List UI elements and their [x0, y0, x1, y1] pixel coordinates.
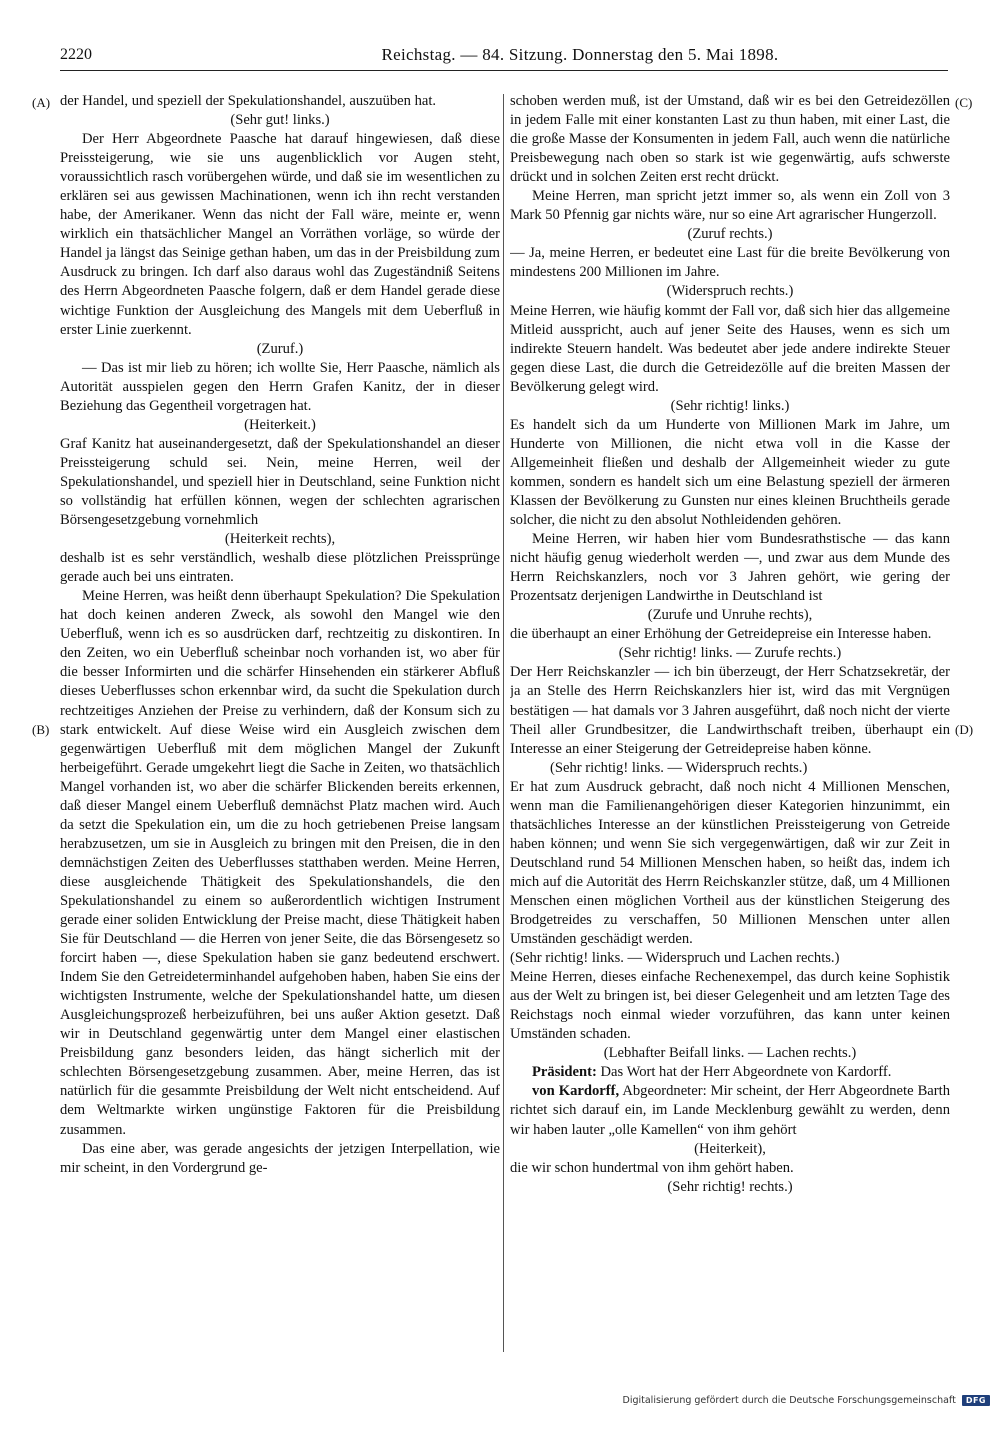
left-text-column: [60, 92, 500, 1352]
paragraph-text: (Sehr richtig! links. — Zurufe rechts.): [618, 645, 842, 662]
text-paragraph: [60, 587, 500, 1139]
stage-direction: [510, 644, 950, 663]
text-paragraph: [60, 130, 500, 340]
stage-direction: [510, 1140, 950, 1159]
paragraph-text: (Lebhafter Beifall links. — Lachen rechts.): [603, 1045, 857, 1062]
text-paragraph: [510, 244, 950, 282]
paragraph-text: Das Wort hat der Herr Abgeordnete von Kardorff.: [600, 1064, 892, 1081]
paragraph-text: Das eine aber, was gerade angesichts der jetzigen Interpellation, wie mir scheint, in den Vordergrund ge-: [60, 1140, 500, 1176]
text-paragraph: [60, 435, 500, 530]
text-paragraph: [510, 1159, 950, 1178]
paragraph-text: — Ja, meine Herren, er bedeutet eine Last für die breite Bevölkerung von mindestens 200 Millionen im Jahre.: [510, 245, 950, 281]
paragraph-text: Meine Herren, dieses einfache Rechenexempel, das durch keine Sophistik aus der Welt zu bringen ist, bei dieser Gelegenheit und am letzten Tage des Reichstags noch einmal wieder vorzuführen, das kann unter keinen Umständen schaden.: [510, 969, 950, 1043]
paragraph-text: Der Herr Reichskanzler — ich bin überzeugt, der Herr Schatzsekretär, der ja an Stelle des Herrn Reichskanzlers hier ist, wird das mit Vergnügen bestätigen — hat damals vor 3 Jahren ausgeführt, daß noch nicht der vierte Theil aller Grundbesitzer, die Landwirthschaft treiben, überhaupt ein Interesse an einer Steigerung der Getreidepreise haben könne.: [510, 664, 950, 757]
text-paragraph: [510, 92, 950, 187]
paragraph-text: Meine Herren, wir haben hier vom Bundesrathstische — das kann nicht häufig genug wiederholt werden —, und zwar aus dem Munde des Herrn Reichskanzlers, noch vor 3 Jahren gehört, wie gering der Prozentsatz derjenigen Landwirthe in Deutschland ist: [510, 531, 950, 605]
paragraph-text: (Zuruf.): [256, 340, 304, 357]
paragraph-text: der Handel, und speziell der Spekulationshandel, auszuüben hat.: [60, 93, 437, 109]
text-paragraph: [60, 92, 500, 111]
text-paragraph: [510, 968, 950, 1044]
paragraph-text: deshalb ist es sehr verständlich, weshalb diese plötzlichen Preissprünge gerade auch bei uns eintraten.: [60, 550, 500, 586]
text-paragraph: [510, 416, 950, 530]
paragraph-text: Meine Herren, wie häufig kommt der Fall vor, daß sich hier das allgemeine Mitleid ausspricht, auch auf jener Seite des Hauses, wenn es sich um indirekte Steuern handelt. Was bedeutet aber jede andere indirekte Steuer gegen diese Last, die durch die Getreidezölle auf die breiten Massen der Bevölkerung gelegt wird.: [510, 302, 950, 395]
paragraph-text: (Sehr richtig! rechts.): [667, 1178, 793, 1195]
column-divider: [503, 94, 504, 1352]
stage-direction: [60, 416, 500, 435]
paragraph-text: (Sehr richtig! links.): [670, 397, 790, 414]
paragraph-text: Er hat zum Ausdruck gebracht, daß noch nicht 4 Millionen Menschen, wenn man die Familienangehörigen dieser Kategorien hinzunimmt, ein thatsächliches Interesse an der künstlichen Preissteigerung von Getreide haben können; und wenn Sie sich vergegenwärtigen, daß wir zur Zeit in Deutschland rund 54 Millionen Menschen haben, so heißt das, indem ich mich auf die Autorität des Herrn Reichskanzler stütze, daß, um 4 Millionen Menschen einen möglichen Vortheil aus der künstlichen Steigerung des Brodgetreides zu verschaffen, 50 Millionen Menschen unter allen Umständen geschädigt werden.: [510, 778, 950, 948]
paragraph-text: (Zurufe und Unruhe rechts),: [647, 607, 813, 624]
stage-direction: [510, 606, 950, 625]
page-number: 2220: [60, 46, 92, 63]
paragraph-text: (Heiterkeit),: [694, 1140, 766, 1157]
margin-mark-b: (B): [32, 722, 50, 737]
paragraph-text: Der Herr Abgeordnete Paasche hat darauf hingewiesen, daß diese Preissteigerung, wie sie uns augenblicklich vor Augen steht, voraussichtlich rasch vorübergehen würde, und daß sie im wesentlichen zu erklären sei aus gewissen Machinationen, wenn ich ihn recht verstanden habe, der Amerikaner. Wenn das nicht der Fall wäre, meinte er, wenn wirklich ein thatsächlicher Mangel an Vorräthen vorläge, so würde der Handel ja längst das Seinige gethan haben, um das in der Preisbildung zum Ausdruck zu bringen. Ich darf also daraus wohl das Zugeständniß Seitens des Herrn Abgeordneten Paasche folgern, daß er dem Handel gerade diese wichtige Funktion der Ausgleichung des Mangels mit dem Ueberfluß in erster Linie zuerkennt.: [60, 131, 500, 338]
paragraph-text: (Sehr gut! links.): [230, 112, 330, 129]
paragraph-text: (Zuruf rechts.): [687, 226, 773, 243]
margin-mark-a: (A): [32, 95, 51, 110]
right-text-column: [510, 92, 950, 1352]
paragraph-text: die überhaupt an einer Erhöhung der Getreidepreise ein Interesse haben.: [510, 626, 932, 643]
stage-direction: [510, 759, 950, 778]
text-paragraph: [510, 530, 950, 606]
paragraph-text: — Das ist mir lieb zu hören; ich wollte Sie, Herr Paasche, nämlich als Autorität ausspielen gegen den Herrn Grafen Kanitz, der in dieser Beziehung das Gegentheil vorgetragen hat.: [60, 359, 500, 414]
text-paragraph: [510, 187, 950, 225]
speaker-name: von Kardorff,: [532, 1083, 620, 1100]
paragraph-text: (Widerspruch rechts.): [666, 283, 794, 300]
text-paragraph: [510, 625, 950, 644]
paragraph-text: Graf Kanitz hat auseinandergesetzt, daß der Spekulationshandel an dieser Preissteigerung schuld sei. Nein, meine Herren, weil der Spekulationshandel, und speziell hier in Deutschland, seine Funktion nicht so vollständig hat erfüllen können, wegen der schlechten agrarischen Börsengesetzgebung vornehmlich: [60, 435, 500, 529]
paragraph-text: (Heiterkeit.): [244, 416, 316, 433]
paragraph-text: (Heiterkeit rechts),: [224, 531, 336, 548]
stage-direction: [510, 1044, 950, 1063]
text-paragraph: [510, 1063, 950, 1082]
stage-direction: [60, 111, 500, 130]
paragraph-text: Es handelt sich da um Hunderte von Millionen Mark im Jahre, um Hunderte von Millionen, die nicht etwa voll in die Kasse der Allgemeinheit fließen und deshalb der Allgemeinheit wieder zu gute kommen, sondern es handelt sich um eine Belastung speziell der ärmeren Klassen der Bevölkerung zu Gunsten nur eines kleinen Bruchtheils gerade solcher, die nicht zu den absolut Nothleidenden gehören.: [510, 416, 950, 529]
text-paragraph: [510, 663, 950, 758]
paragraph-text: die wir schon hundertmal von ihm gehört haben.: [510, 1159, 794, 1176]
paragraph-text: (Sehr richtig! links. — Widerspruch rechts.): [550, 759, 808, 776]
paragraph-text: Meine Herren, was heißt denn überhaupt Spekulation? Die Spekulation hat doch keinen anderen Zweck, als sowohl den Mangel wie den Ueberfluß, wenn ich es so ausdrücken darf, rechtzeitig zu diskontiren. In den Zeiten, wo ein Ueberfluß scheinbar noch vorhanden ist, wo aber für die besser Informirten und die schärfer Hinsehenden ein stärkerer Abfluß dieses Ueberflusses schon erkennbar wird, da sucht die Spekulation durch rechtzeitiges Anziehen der Preise zu verhindern, daß der Konsum sich zu stark entwickelt. Auf diese Weise wird ein Ausgleich zwischen dem gegenwärtigen Ueberfluß mit dem möglichen Mangel der Zukunft herbeigeführt. Gerade umgekehrt liegt die Sache in Zeiten, wo thatsächlich Mangel vorhanden ist, wo aber die schärfer Blickenden bereits erkennen, daß dieser Mangel einem Ueberfluß demnächst Platz machen wird. Auch da setzt die Spekulation ein, um die zu hoch getriebenen Preise langsam herabzusetzen, um sie in Ausgleich zu bringen mit den Preisen, die in den demnächstigen Zeiten des Ueberflusses statthaben werden. Meine Herren, diese ausgleichende Thätigkeit des Spekulationshandels, die den Spekulationshandel zu einem so außerordentlich wichtigen Instrument gerade einer soliden Entwicklung der Preise macht, diese Thätigkeit haben Sie für Deutschland — die Herren von jener Seite, die das Börsengesetz so forcirt haben —, diese Spekulation haben sie ganz bedeutend erschwert. Indem Sie den Getreideterminhandel aufgehoben haben, haben Sie eins der wichtigsten Instrumente, welche der Spekulationshandel hatte, um diesen Ausgleichungsprozeß herbeizuführen, bei uns außer Aktion gesetzt. Daß wir in Deutschland gegenwärtig unter dem Mangel einer elastischen Preisbildung ganz besonders leiden, das hängt sicherlich mit der schlechten Börsengesetzgebung zusammen. Aber, meine Herren, das ist natürlich für die gesammte Preisbildung der Welt nicht entscheidend. Auf dem Weltmarkte wirken ungünstige Faktoren für die Preisbildung zusammen.: [60, 588, 500, 1138]
text-paragraph: [510, 1082, 950, 1139]
stage-direction: [510, 282, 950, 301]
page-header: [60, 44, 948, 71]
speaker-name: Präsident:: [532, 1064, 597, 1081]
margin-mark-c: (C): [955, 95, 973, 110]
stage-direction: [510, 225, 950, 244]
page-footer: [600, 1390, 990, 1410]
stage-direction: [60, 340, 500, 359]
text-paragraph: [60, 1140, 500, 1178]
stage-direction: [510, 397, 950, 416]
text-paragraph: [60, 549, 500, 587]
margin-mark-d: (D): [955, 722, 974, 737]
footer-credit: Digitalisierung gefördert durch die Deutsche Forschungsgemeinschaft: [622, 1394, 956, 1406]
paragraph-text: Abgeordneter: Mir scheint, der Herr Abgeordnete Barth richtet sich darauf ein, im Lande Mecklenburg gewählt zu werden, denn wir haben lauter „olle Kamellen“ von ihm gehört: [510, 1083, 950, 1138]
paragraph-text: schoben werden muß, ist der Umstand, daß wir es bei den Getreidezöllen in jedem Falle mit einer konstanten Last zu thun haben, mit einer Last, die die große Masse der Konsumenten in jedem Fall, auch wenn die natürliche Preisbewegung nach oben so stark ist wie gegenwärtig, aufs schwerste drückt und in solchen Zeiten erst recht drückt.: [510, 93, 950, 186]
text-paragraph: [510, 949, 950, 968]
running-head: Reichstag. — 84. Sitzung. Donnerstag den 5. Mai 1898.: [381, 45, 779, 64]
stage-direction: [60, 530, 500, 549]
text-paragraph: [60, 359, 500, 416]
dfg-logo-icon: DFG: [962, 1395, 990, 1406]
text-paragraph: [510, 778, 950, 949]
text-paragraph: [510, 302, 950, 397]
stage-direction: [510, 1178, 950, 1197]
paragraph-text: Meine Herren, man spricht jetzt immer so, als wenn ein Zoll von 3 Mark 50 Pfennig gar nichts wäre, nur so eine Art agrarischer Hungerzoll.: [510, 188, 950, 224]
paragraph-text: (Sehr richtig! links. — Widerspruch und Lachen rechts.): [510, 950, 840, 967]
